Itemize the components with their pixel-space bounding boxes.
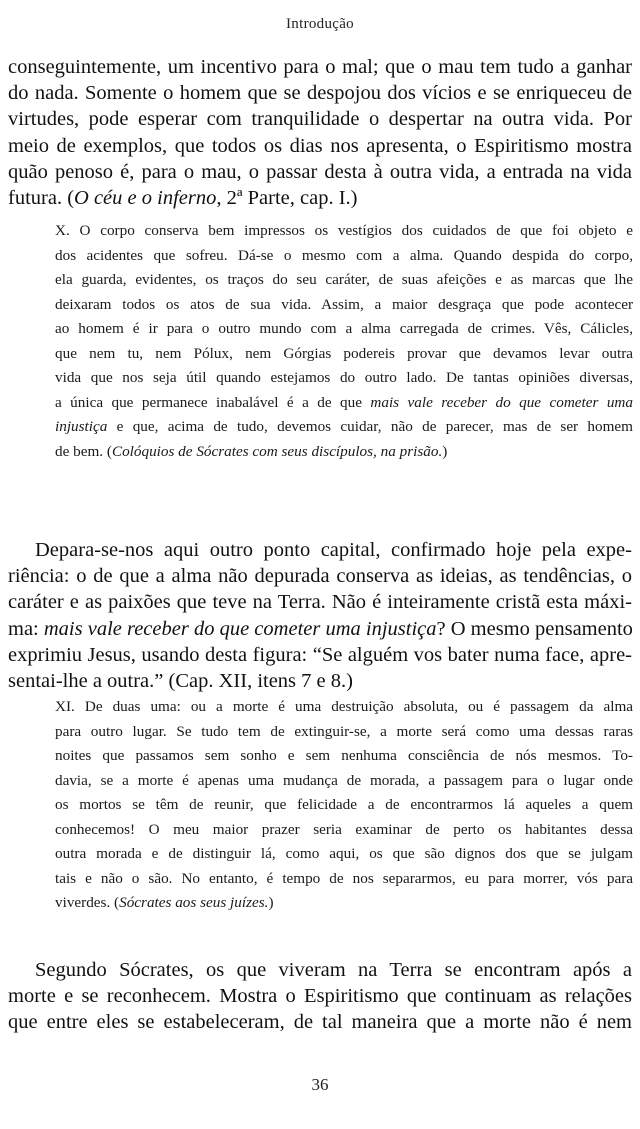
quote-line: conhecemos! O meu maior prazer seria examinar de perto os habitantes dessa: [55, 820, 633, 838]
quote-line: tais e não o são. No entanto, é tempo de nos separarmos, eu para morrer, vós para: [55, 869, 633, 887]
quote-line: os mortos se têm de reunir, que felicidade a de encontrarmos lá aqueles a quem: [55, 796, 633, 813]
running-header: Introdução: [286, 16, 354, 32]
text-run: ? O mesmo pensamento: [436, 617, 633, 640]
text-line: do nada. Somente o homem que se despojou dos vícios e se enriqueceu de: [8, 82, 632, 105]
italic-maxim: mais vale receber do que cometer uma injustiça: [43, 617, 437, 640]
quote-line: X. O corpo conserva bem impressos os vestígios dos cuidados de que foi objeto e: [55, 222, 633, 239]
text-line: que entre eles se estabeleceram, de tal maneira que a morte não é nem: [8, 1011, 632, 1034]
paragraph-continuation: [8, 54, 632, 211]
text-run: , 2ª Parte, cap. I.): [216, 186, 358, 209]
source-citation: Sócrates aos seus juízes.: [119, 894, 269, 911]
text-line: caráter e as paixões que teve na Terra. Não é inteiramente cristã esta máxi-: [8, 591, 632, 614]
quote-line: noites que passamos sem sonho e sem nenhuma consciência de nós mesmos. To-: [55, 747, 633, 764]
text-line: riência: o de que a alma não depurada conserva as ideias, as tendências, o: [8, 565, 632, 588]
text-run: viverdes. (: [55, 894, 120, 911]
text-run: ma:: [8, 617, 44, 640]
text-line: virtudes, pode esperar com tranquilidade o despertar na outra vida. Por: [8, 108, 632, 131]
text-line: exprimiu Jesus, usando desta figura: “Se alguém vos bater numa face, apre-: [8, 643, 632, 666]
italic-maxim: injustiça: [55, 418, 108, 435]
text-run: a única que permanece inabalável é a de que: [55, 393, 371, 411]
quote-line: que nem tu, nem Pólux, nem Górgias podereis provar que devamos levar outra: [55, 344, 633, 362]
text-run: ): [268, 894, 274, 911]
text-line: morte e se reconhecem. Mostra o Espiritismo que continuam as relações: [8, 985, 632, 1008]
text-run: e que, acima de tudo, devemos cuidar, não de parecer, mas de ser homem: [107, 418, 633, 435]
source-citation: Colóquios de Sócrates com seus discípulos, na prisão.: [111, 442, 443, 460]
text-line: [8, 616, 632, 642]
quote-line: [55, 891, 633, 916]
text-line: meio de exemplos, que todos os dias nos apresenta, o Espiritismo mostra: [8, 134, 632, 157]
quote-line: [55, 440, 633, 465]
text-run: de bem. (: [55, 442, 112, 460]
text-line: Depara-se-nos aqui outro ponto capital, confirmado hoje pela expe-: [35, 539, 632, 561]
italic-maxim: mais vale receber do que cometer uma: [370, 393, 633, 411]
text-line: Segundo Sócrates, os que viveram na Terra se encontram após a: [35, 959, 632, 981]
quote-line: vida que nos seja útil quando estejamos do outro lado. De tantas opiniões diversas,: [55, 369, 633, 386]
block-quote-x: [55, 219, 633, 464]
quote-line: deixaram todos os atos de sua vida. Assim, a maior desgraça que pode acontecer: [55, 295, 633, 313]
quote-line: ela guarda, evidentes, os traços do seu caráter, de suas afeições e as marcas que lhe: [55, 271, 633, 288]
quote-line: outra morada e de distinguir lá, como aqui, os que são dignos dos que se julgam: [55, 845, 633, 862]
quote-line: dos acidentes que sofreu. Dá-se o mesmo com a alma. Quando despida do corpo,: [55, 246, 633, 264]
text-line: [8, 185, 632, 211]
text-run: futura. (: [8, 186, 75, 209]
block-quote-xi: [55, 695, 633, 916]
quote-line: [55, 415, 633, 440]
text-line: conseguintemente, um incentivo para o mal; que o mau tem tudo a ganhar: [8, 56, 632, 78]
quote-line: XI. De duas uma: ou a morte é uma destruição absoluta, ou é passagem da alma: [55, 698, 633, 715]
page-number: 36: [311, 1075, 329, 1094]
book-title-citation: O céu e o inferno: [74, 186, 217, 209]
text-line: sentai-lhe a outra.” (Cap. XII, itens 7 e 8.): [8, 669, 353, 692]
quote-line: davia, se a morte é apenas uma mudança de morada, a passagem para o lugar onde: [55, 771, 633, 789]
quote-line: [55, 391, 633, 416]
text-run: ): [442, 442, 448, 460]
quote-line: ao homem é ir para o outro mundo com a alma carregada de crimes. Vês, Cálicles,: [55, 320, 633, 337]
paragraph-body: [8, 537, 632, 694]
paragraph-body: [8, 957, 632, 1036]
quote-line: para outro lugar. Se tudo tem de extinguir-se, a morte será como uma dessas raras: [55, 722, 633, 740]
text-line: quão penoso é, para o mau, o passar desta à outra vida, a entrada na vida: [8, 160, 632, 183]
